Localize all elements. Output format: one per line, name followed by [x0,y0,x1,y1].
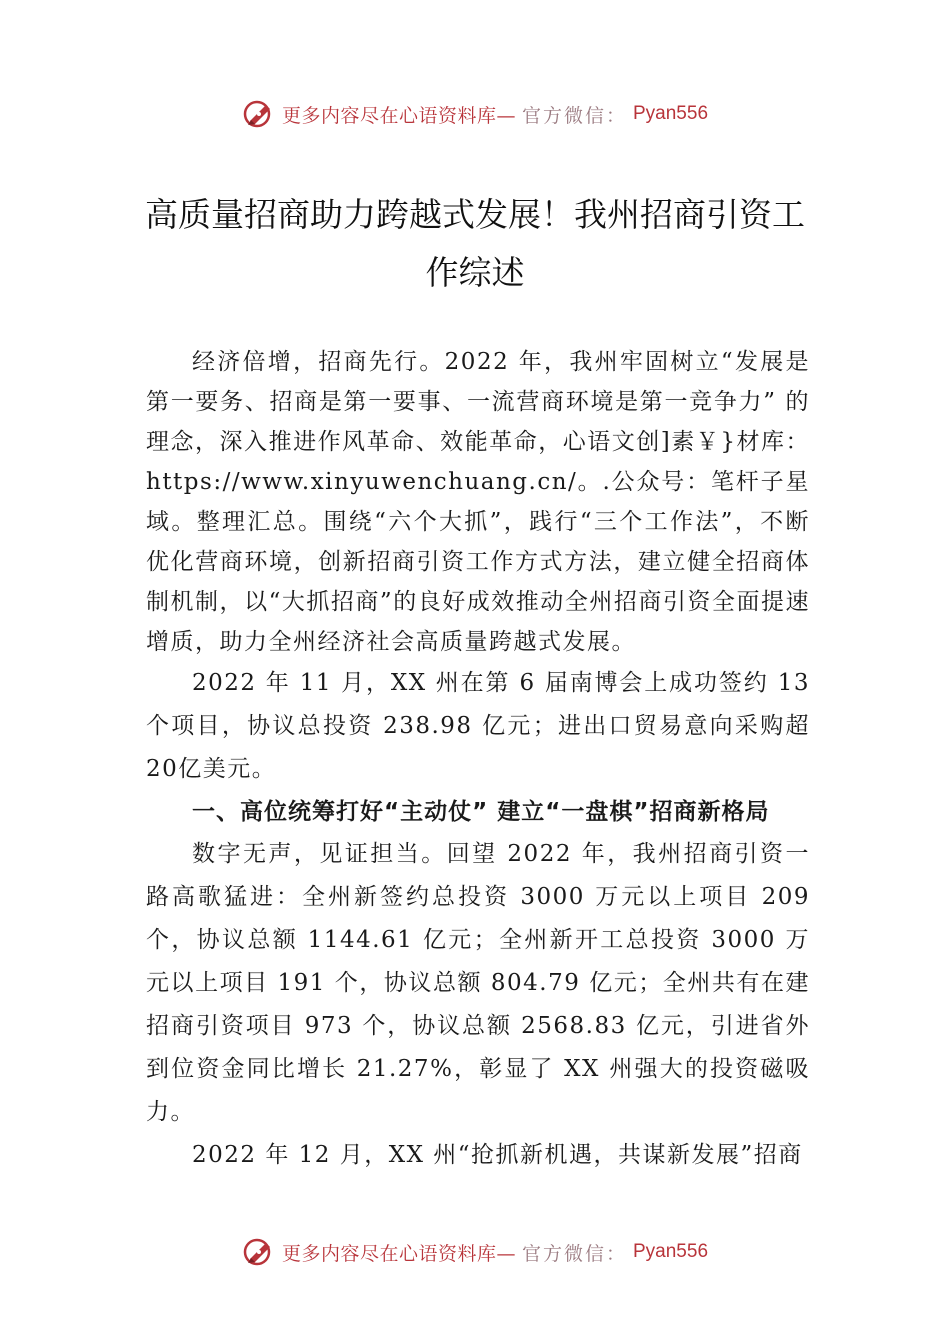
document-title: 高质量招商助力跨越式发展！我州招商引资工作综述 [145,195,805,292]
pen-logo-icon [242,97,276,131]
banner-text: 更多内容尽在心语资料库— [281,1242,516,1265]
document-body [146,342,810,1177]
pen-logo-icon [242,1235,276,1269]
footer-banner [0,1232,950,1272]
paragraph: 经济倍增，招商先行。2022 年，我州牢固树立“发展是第一要务、招商是第一要事、一流营商环境是第一竞争力” 的理念，深入推进作风革命、效能革命，心语文创]素￥}材库：https://www.xinyuwenchuang.cn/。.公众号：笔杆子星域。整理汇总。围绕“六个大抓”，践行“三个工作法”，不断优化营商环境，创新招商引资工作方式方法，建立健全招商体制机制，以“大抓招商”的良好成效推动全州招商引资全面提速增质，助力全州经济社会高质量跨越式发展。 [146,349,810,655]
header-banner [0,94,950,134]
paragraph: 数字无声，见证担当。回望 2022 年，我州招商引资一路高歌猛进：全州新签约总投资 3000 万元以上项目 209 个，协议总额 1144.61 亿元；全州新开工总投资 3000 万元以上项目 191 个，协议总额 804.79 亿元；全州共有在建招商引资项目 973 个，协议总额 2568.83 亿元，引进省外到位资金同比增长 21.27%，彰显了 XX 州强大的投资磁吸力。 [146,841,810,1125]
banner-wechat-label: 官方微信： [521,104,627,127]
paragraph: 2022 年 11 月，XX 州在第 6 届南博会上成功签约 13 个项目，协议总投资 238.98 亿元；进出口贸易意向采购超 20亿美元。 [146,670,810,782]
section-heading: 一、高位统筹打好“主动仗” 建立“一盘棋”招商新格局 [192,799,770,825]
paragraph: 2022 年 12 月，XX 州“抢抓新机遇，共谋新发展”招商 [192,1142,803,1168]
banner-wechat-label: 官方微信： [521,1242,627,1265]
banner-wechat-id: Pyan556 [633,1241,709,1262]
banner-wechat-id: Pyan556 [633,103,709,124]
banner-text: 更多内容尽在心语资料库— [281,104,516,127]
